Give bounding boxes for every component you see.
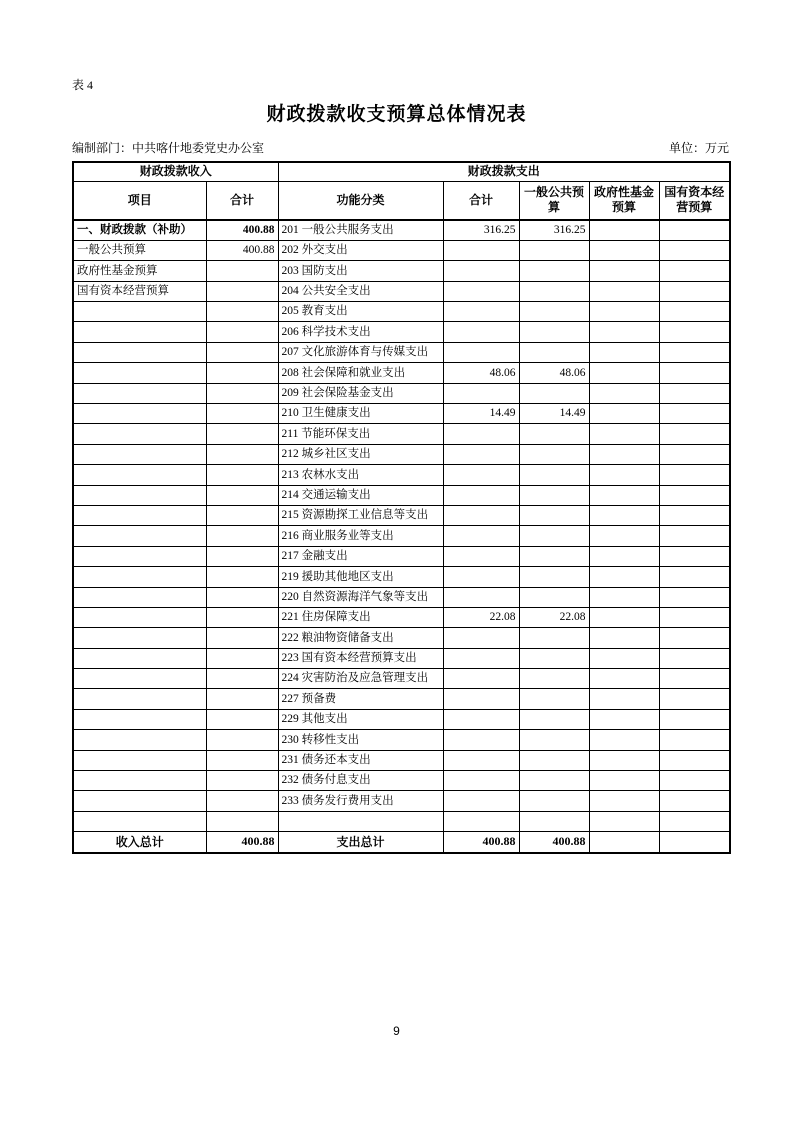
expenditure-govfund-cell (589, 220, 659, 240)
income-item-cell (73, 628, 206, 648)
expenditure-govfund-cell (589, 730, 659, 750)
expenditure-item-cell: 208 社会保障和就业支出 (278, 363, 443, 383)
income-total-cell (206, 628, 278, 648)
expenditure-statecap-cell (659, 404, 730, 424)
expenditure-govfund-cell (589, 567, 659, 587)
expenditure-general-cell (519, 505, 589, 525)
expenditure-general-cell (519, 709, 589, 729)
expenditure-item-cell: 216 商业服务业等支出 (278, 526, 443, 546)
col-header-general-public-budget: 一般公共预算 (519, 181, 589, 220)
expenditure-statecap-cell (659, 505, 730, 525)
expenditure-govfund-cell (589, 465, 659, 485)
expenditure-general-cell: 316.25 (519, 220, 589, 240)
table-row (73, 240, 730, 260)
expenditure-total-cell (443, 261, 519, 281)
expenditure-item-cell: 220 自然资源海洋气象等支出 (278, 587, 443, 607)
expenditure-total-cell (443, 526, 519, 546)
col-header-state-capital-budget: 国有资本经营预算 (659, 181, 730, 220)
income-grand-total: 400.88 (206, 832, 278, 853)
expenditure-statecap-cell (659, 730, 730, 750)
expenditure-general-cell (519, 526, 589, 546)
expenditure-statecap-cell (659, 281, 730, 301)
table-row (73, 811, 730, 831)
income-item-cell (73, 546, 206, 566)
income-item-cell (73, 424, 206, 444)
expenditure-item-cell: 209 社会保险基金支出 (278, 383, 443, 403)
table-row (73, 587, 730, 607)
expenditure-item-cell: 217 金融支出 (278, 546, 443, 566)
expenditure-item-cell: 207 文化旅游体育与传媒支出 (278, 342, 443, 362)
income-item-cell (73, 791, 206, 811)
expenditure-item-cell: 210 卫生健康支出 (278, 404, 443, 424)
expenditure-statecap-cell (659, 220, 730, 240)
expenditure-general-cell (519, 689, 589, 709)
table-row (73, 771, 730, 791)
budget-table (72, 161, 731, 854)
table-row (73, 689, 730, 709)
table-row (73, 709, 730, 729)
page-title: 财政拨款收支预算总体情况表 (266, 104, 527, 125)
expenditure-statecap-cell (659, 648, 730, 668)
expenditure-item-cell: 215 资源勘探工业信息等支出 (278, 505, 443, 525)
expenditure-statecap-cell (659, 546, 730, 566)
expenditure-item-cell: 222 粮油物资储备支出 (278, 628, 443, 648)
table-row (73, 220, 730, 240)
expenditure-total-cell (443, 669, 519, 689)
expenditure-general-grand-total: 400.88 (519, 832, 589, 853)
income-total-cell (206, 567, 278, 587)
table-row (73, 424, 730, 444)
table-row (73, 363, 730, 383)
col-header-income-total: 合计 (206, 181, 278, 220)
expenditure-statecap-cell (659, 771, 730, 791)
income-total-cell (206, 750, 278, 770)
table-row (73, 261, 730, 281)
income-total-cell (206, 404, 278, 424)
expenditure-general-cell (519, 771, 589, 791)
expenditure-govfund-cell (589, 791, 659, 811)
expenditure-total-cell (443, 567, 519, 587)
expenditure-grand-total: 400.88 (443, 832, 519, 853)
expenditure-item-cell: 231 债务还本支出 (278, 750, 443, 770)
expenditure-govfund-grand-total (589, 832, 659, 853)
expenditure-statecap-cell (659, 240, 730, 260)
income-total-cell (206, 465, 278, 485)
income-total-cell (206, 444, 278, 464)
income-total-cell (206, 342, 278, 362)
expenditure-statecap-cell (659, 342, 730, 362)
table-row (73, 730, 730, 750)
expenditure-item-cell: 223 国有资本经营预算支出 (278, 648, 443, 668)
expenditure-total-cell (443, 771, 519, 791)
expenditure-general-cell: 22.08 (519, 607, 589, 627)
expenditure-general-cell (519, 240, 589, 260)
expenditure-govfund-cell (589, 587, 659, 607)
expenditure-total-cell: 22.08 (443, 607, 519, 627)
expenditure-govfund-cell (589, 281, 659, 301)
income-item-cell (73, 567, 206, 587)
expenditure-general-cell (519, 424, 589, 444)
income-item-cell (73, 505, 206, 525)
expenditure-govfund-cell (589, 526, 659, 546)
expenditure-general-cell (519, 383, 589, 403)
expenditure-total-cell (443, 281, 519, 301)
income-total-label: 收入总计 (73, 832, 206, 853)
expenditure-general-cell (519, 791, 589, 811)
expenditure-general-cell (519, 465, 589, 485)
income-item-cell (73, 383, 206, 403)
section-header-row (73, 162, 730, 181)
expenditure-general-cell (519, 669, 589, 689)
col-header-function-class: 功能分类 (278, 181, 443, 220)
income-total-cell (206, 669, 278, 689)
table-row (73, 342, 730, 362)
income-item-cell (73, 709, 206, 729)
expenditure-statecap-cell (659, 465, 730, 485)
table-row (73, 302, 730, 322)
income-item-cell (73, 648, 206, 668)
expenditure-statecap-cell (659, 302, 730, 322)
expenditure-section-header: 财政拨款支出 (278, 162, 730, 181)
expenditure-item-cell: 201 一般公共服务支出 (278, 220, 443, 240)
expenditure-total-cell (443, 383, 519, 403)
expenditure-govfund-cell (589, 424, 659, 444)
expenditure-govfund-cell (589, 383, 659, 403)
table-row (73, 750, 730, 770)
expenditure-total-cell (443, 546, 519, 566)
expenditure-statecap-cell (659, 322, 730, 342)
income-total-cell (206, 730, 278, 750)
expenditure-item-cell: 233 债务发行费用支出 (278, 791, 443, 811)
expenditure-govfund-cell (589, 342, 659, 362)
table-row (73, 404, 730, 424)
income-item-cell (73, 730, 206, 750)
table-row (73, 546, 730, 566)
income-total-cell (206, 771, 278, 791)
expenditure-total-label: 支出总计 (278, 832, 443, 853)
expenditure-total-cell (443, 424, 519, 444)
expenditure-total-cell (443, 689, 519, 709)
income-total-cell (206, 322, 278, 342)
col-header-gov-fund-budget: 政府性基金预算 (589, 181, 659, 220)
table-row (73, 322, 730, 342)
income-item-cell (73, 404, 206, 424)
table-row (73, 648, 730, 668)
expenditure-govfund-cell (589, 505, 659, 525)
expenditure-statecap-cell (659, 689, 730, 709)
expenditure-item-cell: 219 援助其他地区支出 (278, 567, 443, 587)
income-total-cell (206, 811, 278, 831)
income-total-cell (206, 485, 278, 505)
expenditure-total-cell (443, 485, 519, 505)
col-header-exp-total: 合计 (443, 181, 519, 220)
expenditure-statecap-cell (659, 750, 730, 770)
table-row (73, 465, 730, 485)
expenditure-total-cell (443, 505, 519, 525)
expenditure-govfund-cell (589, 363, 659, 383)
income-total-cell (206, 709, 278, 729)
expenditure-govfund-cell (589, 689, 659, 709)
expenditure-total-cell (443, 465, 519, 485)
income-total-cell (206, 363, 278, 383)
income-item-cell (73, 485, 206, 505)
expenditure-general-cell (519, 730, 589, 750)
income-total-cell (206, 281, 278, 301)
expenditure-govfund-cell (589, 607, 659, 627)
expenditure-item-cell: 211 节能环保支出 (278, 424, 443, 444)
income-total-cell (206, 648, 278, 668)
expenditure-total-cell (443, 709, 519, 729)
income-item-cell (73, 689, 206, 709)
expenditure-total-cell (443, 628, 519, 648)
expenditure-govfund-cell (589, 404, 659, 424)
income-total-cell (206, 505, 278, 525)
income-total-cell (206, 791, 278, 811)
expenditure-statecap-cell (659, 383, 730, 403)
expenditure-general-cell (519, 567, 589, 587)
expenditure-statecap-cell (659, 485, 730, 505)
expenditure-statecap-grand-total (659, 832, 730, 853)
expenditure-govfund-cell (589, 771, 659, 791)
income-total-cell (206, 526, 278, 546)
col-header-item: 项目 (73, 181, 206, 220)
expenditure-statecap-cell (659, 669, 730, 689)
table-row (73, 526, 730, 546)
expenditure-general-cell: 48.06 (519, 363, 589, 383)
expenditure-govfund-cell (589, 546, 659, 566)
expenditure-item-cell: 205 教育支出 (278, 302, 443, 322)
expenditure-statecap-cell (659, 444, 730, 464)
page-number: 9 (393, 1024, 400, 1038)
table-row (73, 669, 730, 689)
expenditure-general-cell (519, 485, 589, 505)
income-total-cell (206, 587, 278, 607)
expenditure-general-cell: 14.49 (519, 404, 589, 424)
expenditure-govfund-cell (589, 709, 659, 729)
expenditure-general-cell (519, 261, 589, 281)
expenditure-item-cell: 221 住房保障支出 (278, 607, 443, 627)
expenditure-total-cell (443, 240, 519, 260)
expenditure-item-cell: 224 灾害防治及应急管理支出 (278, 669, 443, 689)
table-row (73, 791, 730, 811)
expenditure-total-cell (443, 791, 519, 811)
expenditure-total-cell: 14.49 (443, 404, 519, 424)
expenditure-item-cell: 206 科学技术支出 (278, 322, 443, 342)
income-item-cell (73, 526, 206, 546)
income-total-cell (206, 302, 278, 322)
expenditure-govfund-cell (589, 648, 659, 668)
expenditure-total-cell (443, 750, 519, 770)
expenditure-statecap-cell (659, 709, 730, 729)
table-number-label: 表 4 (72, 78, 94, 92)
expenditure-total-cell (443, 811, 519, 831)
expenditure-total-cell (443, 342, 519, 362)
income-item-cell: 国有资本经营预算 (73, 281, 206, 301)
income-item-cell (73, 465, 206, 485)
expenditure-govfund-cell (589, 322, 659, 342)
expenditure-item-cell: 229 其他支出 (278, 709, 443, 729)
income-item-cell (73, 302, 206, 322)
expenditure-general-cell (519, 281, 589, 301)
expenditure-general-cell (519, 811, 589, 831)
expenditure-statecap-cell (659, 811, 730, 831)
prepared-by-text: 编制部门：中共喀什地委党史办公室 (72, 141, 265, 155)
expenditure-govfund-cell (589, 811, 659, 831)
expenditure-general-cell (519, 546, 589, 566)
expenditure-statecap-cell (659, 526, 730, 546)
unit-text: 单位：万元 (668, 141, 729, 155)
expenditure-item-cell: 202 外交支出 (278, 240, 443, 260)
expenditure-total-cell (443, 587, 519, 607)
income-item-cell (73, 342, 206, 362)
expenditure-govfund-cell (589, 240, 659, 260)
table-row (73, 444, 730, 464)
expenditure-total-cell (443, 730, 519, 750)
expenditure-general-cell (519, 302, 589, 322)
income-total-cell (206, 546, 278, 566)
income-item-cell (73, 607, 206, 627)
income-section-header: 财政拨款收入 (73, 162, 278, 181)
table-body (73, 220, 730, 832)
expenditure-general-cell (519, 648, 589, 668)
income-item-cell (73, 669, 206, 689)
income-total-cell (206, 383, 278, 403)
expenditure-statecap-cell (659, 607, 730, 627)
expenditure-item-cell: 212 城乡社区支出 (278, 444, 443, 464)
expenditure-govfund-cell (589, 750, 659, 770)
income-item-cell: 一、财政拨款（补助） (73, 220, 206, 240)
income-item-cell (73, 322, 206, 342)
expenditure-item-cell: 213 农林水支出 (278, 465, 443, 485)
meta-row (72, 139, 729, 156)
expenditure-general-cell (519, 750, 589, 770)
expenditure-general-cell (519, 322, 589, 342)
expenditure-govfund-cell (589, 628, 659, 648)
table-row (73, 607, 730, 627)
expenditure-total-cell (443, 648, 519, 668)
expenditure-statecap-cell (659, 567, 730, 587)
expenditure-item-cell (278, 811, 443, 831)
income-item-cell: 政府性基金预算 (73, 261, 206, 281)
income-item-cell (73, 811, 206, 831)
table-row (73, 485, 730, 505)
table-row (73, 567, 730, 587)
table-row (73, 383, 730, 403)
expenditure-total-cell: 48.06 (443, 363, 519, 383)
expenditure-total-cell (443, 302, 519, 322)
expenditure-statecap-cell (659, 424, 730, 444)
expenditure-general-cell (519, 587, 589, 607)
expenditure-total-cell (443, 444, 519, 464)
expenditure-statecap-cell (659, 261, 730, 281)
table-row (73, 505, 730, 525)
expenditure-item-cell: 214 交通运输支出 (278, 485, 443, 505)
income-item-cell (73, 771, 206, 791)
table-row (73, 628, 730, 648)
expenditure-govfund-cell (589, 485, 659, 505)
expenditure-item-cell: 203 国防支出 (278, 261, 443, 281)
expenditure-govfund-cell (589, 444, 659, 464)
expenditure-statecap-cell (659, 628, 730, 648)
expenditure-general-cell (519, 628, 589, 648)
column-header-row (73, 181, 730, 220)
income-total-cell: 400.88 (206, 240, 278, 260)
expenditure-total-cell (443, 322, 519, 342)
expenditure-item-cell: 232 债务付息支出 (278, 771, 443, 791)
expenditure-statecap-cell (659, 363, 730, 383)
total-row (73, 832, 730, 853)
expenditure-statecap-cell (659, 791, 730, 811)
income-total-cell (206, 607, 278, 627)
income-total-cell (206, 424, 278, 444)
expenditure-govfund-cell (589, 669, 659, 689)
expenditure-general-cell (519, 444, 589, 464)
expenditure-item-cell: 227 预备费 (278, 689, 443, 709)
expenditure-total-cell: 316.25 (443, 220, 519, 240)
expenditure-govfund-cell (589, 302, 659, 322)
expenditure-general-cell (519, 342, 589, 362)
income-item-cell (73, 444, 206, 464)
income-item-cell (73, 363, 206, 383)
income-item-cell: 一般公共预算 (73, 240, 206, 260)
expenditure-statecap-cell (659, 587, 730, 607)
income-item-cell (73, 587, 206, 607)
income-total-cell (206, 689, 278, 709)
table-row (73, 281, 730, 301)
income-total-cell: 400.88 (206, 220, 278, 240)
income-item-cell (73, 750, 206, 770)
income-total-cell (206, 261, 278, 281)
expenditure-item-cell: 230 转移性支出 (278, 730, 443, 750)
expenditure-item-cell: 204 公共安全支出 (278, 281, 443, 301)
expenditure-govfund-cell (589, 261, 659, 281)
